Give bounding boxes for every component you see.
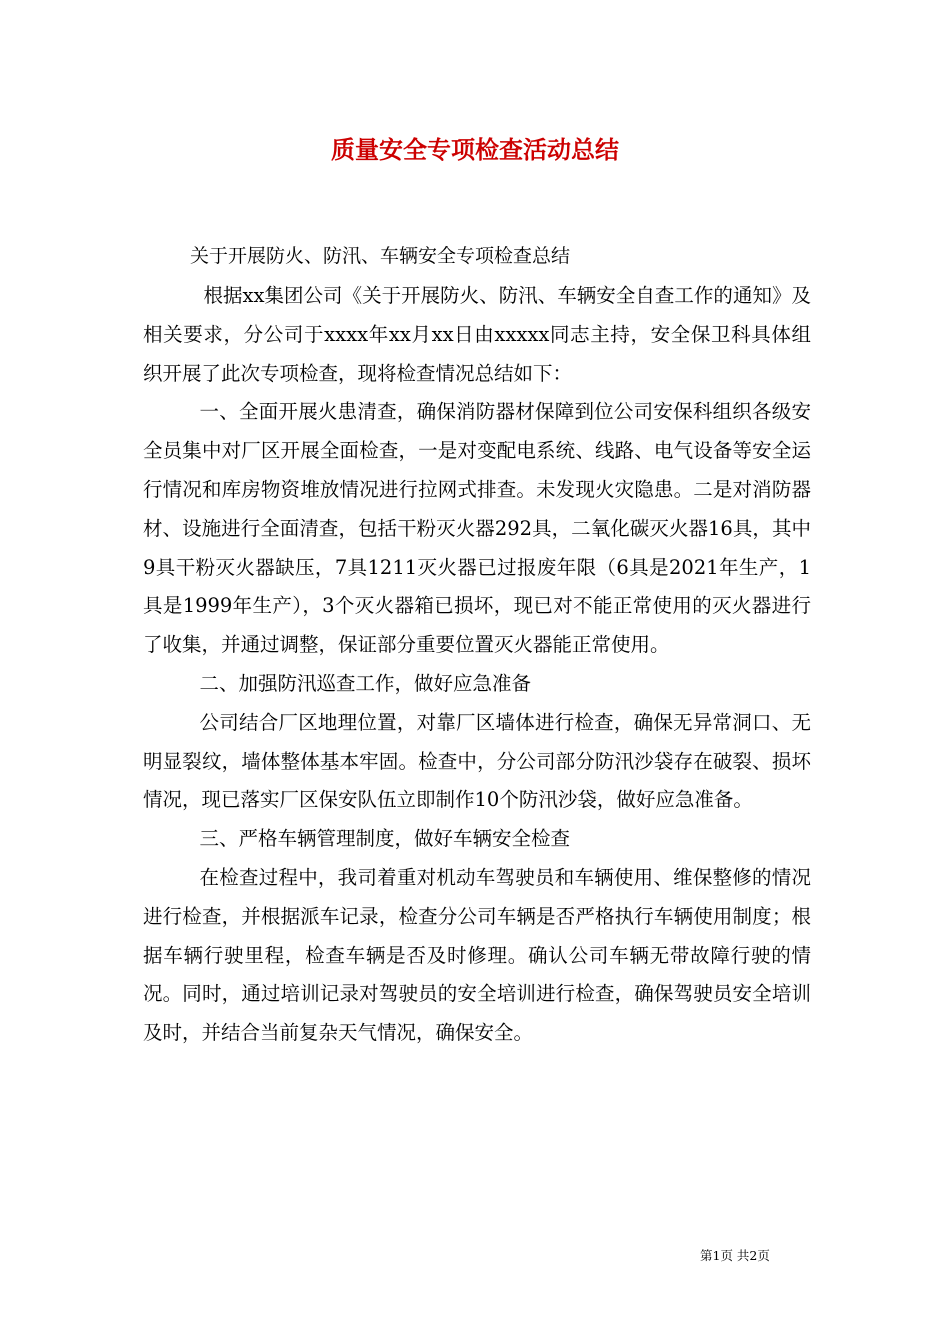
document-body [143,277,811,1053]
document-title: 质量安全专项检查活动总结 [331,135,619,164]
heading-vehicle-management: 三、严格车辆管理制度，做好车辆安全检查 [199,827,571,851]
document-subtitle: 关于开展防火、防汛、车辆安全专项检查总结 [190,245,571,267]
paragraph-vehicle-management: 在检查过程中，我司着重对机动车驾驶员和车辆使用、维保整修的情况进行检查，并根据派车记录，检查分公司车辆是否严格执行车辆使用制度；根据车辆行驶里程，检查车辆是否及时修理。确认公司车辆无带故障行驶的情况。同时，通过培训记录对驾驶员的安全培训进行检查，确保驾驶员安全培训及时，并结合当前复杂天气情况，确保安全。 [143,865,811,1045]
page-number-footer: 第1页 共2页 [700,1248,770,1263]
paragraph-flood-prevention: 公司结合厂区地理位置，对靠厂区墙体进行检查，确保无异常洞口、无明显裂纹，墙体整体基本牢固。检查中，分公司部分防汛沙袋存在破裂、损坏情况，现已落实厂区保安队伍立即制作10个防汛沙袋，做好应急准备。 [143,710,811,812]
heading-flood-prevention: 二、加强防汛巡查工作，做好应急准备 [199,671,532,695]
paragraph-fire-inspection: 一、全面开展火患清查，确保消防器材保障到位公司安保科组织各级安全员集中对厂区开展全面检查，一是对变配电系统、线路、电气设备等安全运行情况和库房物资堆放情况进行拉网式排查。未发现火灾隐患。二是对消防器材、设施进行全面清查，包括干粉灭火器292具，二氧化碳灭火器16具，其中9具干粉灭火器缺压，7具1211灭火器已过报废年限（6具是2021年生产，1具是1999年生产），3个灭火器箱已损坏，现已对不能正常使用的灭火器进行了收集，并通过调整，保证部分重要位置灭火器能正常使用。 [143,400,811,657]
paragraph-intro: 根据xx集团公司《关于开展防火、防汛、车辆安全自查工作的通知》及相关要求，分公司于xxxx年xx月xx日由xxxxx同志主持，安全保卫科具体组织开展了此次专项检查，现将检查情况总结如下： [143,284,811,385]
